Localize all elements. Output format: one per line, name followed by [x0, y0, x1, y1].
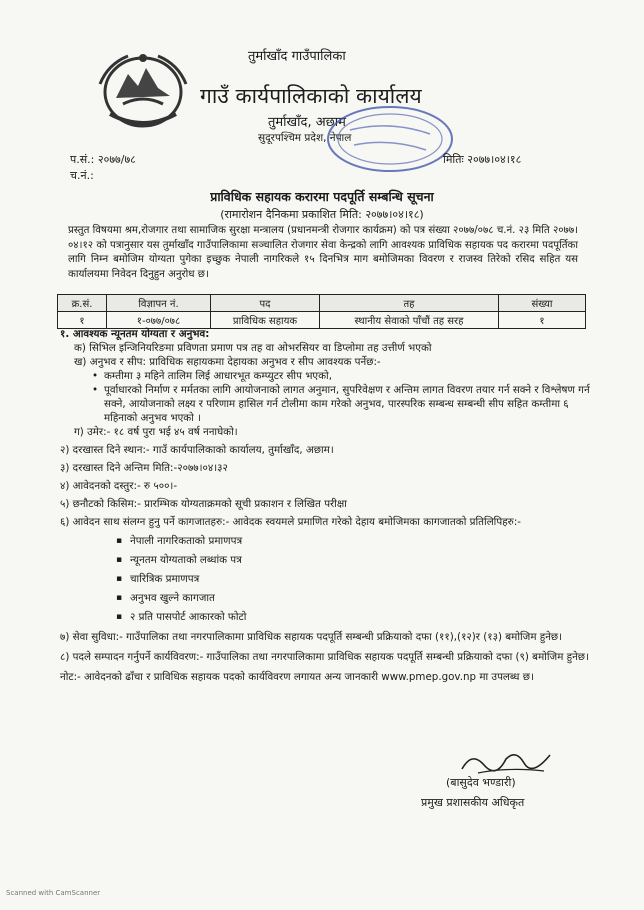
nepal-emblem-icon — [88, 44, 198, 134]
office-stamp-icon — [320, 100, 460, 178]
list-item: ▪ न्यूनतम योग्यताको लब्धांक पत्र — [60, 553, 590, 567]
age-item: ग) उमेर:- १८ वर्ष पुरा भई ४५ वर्ष ननाघेको। — [74, 426, 238, 438]
reference-block — [70, 152, 136, 184]
municipality-name: तुर्माखाँद गाउँपालिका — [248, 49, 346, 64]
job-description: ८) पदले सम्पादन गर्नुपर्ने कार्यविवरण:- गाउँपालिका तथा नगरपालिकामा प्राविधिक सहायक पदपूर्ति सम्बन्धी प्रक्रियाको दफा (९) बमोजिम हुनेछ। — [60, 651, 589, 663]
list-item: ▪ अनुभव खुल्ने कागजात — [60, 591, 590, 605]
required-documents-heading: ६) आवेदन साथ संलग्न हुनु पर्ने कागजातहरु:- आवेदक स्वयमले प्रमाणित गरेको देहाय बमोजिमका कागजातको प्रतिलिपिहरु:- — [60, 516, 522, 528]
notice-date: मितिः २०७७।०४।१८ — [443, 153, 522, 166]
section-heading: १. आवश्यक न्यूनतम योग्यता र अनुभव: — [60, 328, 210, 340]
application-fee: ४) आवेदनको दस्तुर:- रु ५००।- — [60, 480, 178, 492]
office-location: तुर्माखाँद, अछाम — [268, 115, 346, 130]
application-deadline: ३) दरखास्त दिने अन्तिम मिति:-२०७७।०४।३२ — [60, 462, 228, 474]
signatory-name: (बासुदेव भण्डारी) — [446, 776, 516, 789]
experience-item: ख) अनुभव र सीप: प्राविधिक सहायकमा देहायका अनुभव र सीप आवश्यक पर्नेछ:- — [74, 356, 381, 368]
signature-icon — [458, 745, 558, 779]
table-header: संख्या — [499, 295, 586, 312]
table-cell: प्राविधिक सहायक — [211, 312, 320, 329]
application-place: २) दरखास्त दिने स्थान:- गाउँ कार्यपालिकाको कार्यालय, तुर्माखाँद, अछाम। — [60, 444, 334, 456]
list-item: ▪ चारित्रिक प्रमाणपत्र — [60, 572, 590, 586]
table-header-row — [58, 295, 586, 312]
table-cell: १ — [499, 312, 586, 329]
list-item: ▪ नेपाली नागरिकताको प्रमाणपत्र — [60, 534, 590, 548]
table-cell: १-०७७/०७८ — [107, 312, 211, 329]
selection-method: ५) छनौटको किसिम:- प्रारम्भिक योग्यताक्रमको सूची प्रकाशन र लिखित परीक्षा — [60, 498, 347, 510]
vacancy-table — [57, 294, 586, 329]
reference-number: प.सं.: २०७७/७८ — [70, 153, 136, 166]
service-facilities: ७) सेवा सुविधा:- गाउँपालिका तथा नगरपालिकामा प्राविधिक सहायक पदपूर्ति सम्बन्धी प्रक्रियाको दफा (११),(१२)र (१३) बमोजिम हुनेछ। — [60, 631, 563, 643]
list-item: • कम्तीमा ३ महिने तालिम लिई आधारभूत कम्प्युटर सीप भएको, — [60, 369, 590, 383]
signatory-title: प्रमुख प्रशासकीय अधिकृत — [421, 796, 525, 809]
table-header: विज्ञापन नं. — [107, 295, 211, 312]
table-row — [58, 312, 586, 329]
table-cell: स्थानीय सेवाको पाँचौं तह सरह — [320, 312, 499, 329]
scanner-watermark: Scanned with CamScanner — [6, 889, 101, 897]
office-title: गाउँ कार्यपालिकाको कार्यालय — [200, 84, 422, 108]
list-item: ▪ २ प्रति पासपोर्ट आकारको फोटो — [60, 610, 590, 624]
requirements-section — [60, 327, 590, 684]
table-cell: १ — [58, 312, 107, 329]
notice-title: प्राविधिक सहायक करारमा पदपूर्ति सम्बन्धि सूचना — [210, 189, 434, 204]
table-header: क्र.सं. — [58, 295, 107, 312]
qualification-item: क) सिभिल इन्जिनियरिङमा प्रविणता प्रमाण पत्र तह वा ओभरसियर वा डिप्लोमा तह उत्तीर्ण भएको — [74, 342, 432, 354]
list-item: • पूर्वाधारको निर्माण र मर्मतका लागि आयोजनाको लागत अनुमान, सुपरिवेक्षण र अन्तिम लागत विवरण तयार गर्न सक्ने र विश्लेषण गर्न सक्ने, आयोजनाको लक्ष्य र परिणाम हासिल गर्न टोलीमा काम गरेको अनुभव, पारस्परिक सम्बन्ध सम्बन्धी सीप सहित कम्तीमा ६ महिनाको अनुभव भएको । — [60, 383, 590, 425]
notice-intro: प्रस्तुत विषयमा श्रम,रोजगार तथा सामाजिक सुरक्षा मन्त्रालय (प्रधानमन्त्री रोजगार कार्यक्रम) को पत्र संख्या २०७७/०७८ च.नं. २३ मिति २०७७।०४।१२ को पत्रानुसार यस तुर्माखाँद गाउँपालिकामा सञ्चालित रोजगार सेवा केन्द्रको लागि आवश्यक प्राविधिक सहायक पद करारमा पदपूर्तिका लागि निम्न बमोजिम योग्यता पुगेका इच्छुक नेपाली नागरिकले १५ दिनभित्र माग बमोजिमका विवरण र राजस्व तिरेको रसिद सहित यस कार्यालयमा निवेदन दिनुहुन अनुरोध छ। — [68, 225, 578, 280]
notice-subtitle: (रामारोशन दैनिकमा प्रकाशित मिति: २०७७।०४।१८) — [220, 208, 424, 221]
dispatch-number: च.नं.: — [70, 169, 94, 182]
table-header: पद — [211, 295, 320, 312]
note: नोट:- आवेदनको ढाँचा र प्राविधिक सहायक पदको कार्यविवरण लगायत अन्य जानकारी www.pmep.gov.np मा उपलब्ध छ। — [60, 671, 534, 683]
table-header: तह — [320, 295, 499, 312]
province-name: सुदूरपश्चिम प्रदेश, नेपाल — [258, 132, 352, 144]
